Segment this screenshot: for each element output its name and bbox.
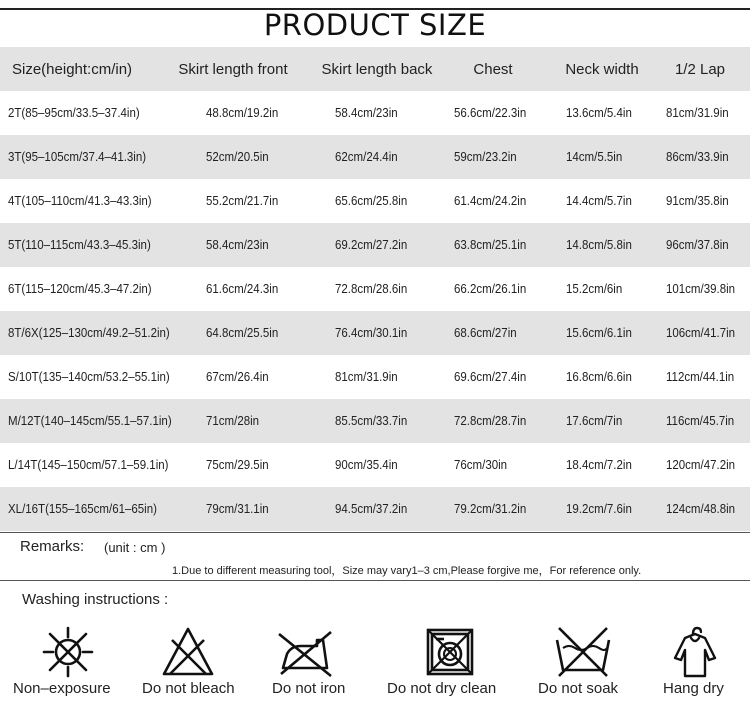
- remarks-divider: [0, 532, 750, 533]
- cell-neck-width: 15.6cm/6.1in: [566, 326, 632, 340]
- washing-title: Washing instructions :: [22, 591, 169, 608]
- table-row: [0, 399, 750, 443]
- cell-half-lap: 112cm/44.1in: [666, 370, 735, 384]
- label-do-not-soak: Do not soak: [538, 680, 619, 697]
- cell-chest: 61.4cm/24.2in: [454, 194, 527, 208]
- remarks-section: [0, 532, 750, 578]
- cell-size: 2T(85–95cm/33.5–37.4in): [8, 106, 140, 120]
- table-row: [0, 135, 750, 179]
- header-neck-width: Neck width: [565, 60, 639, 78]
- table-row: [0, 267, 750, 311]
- cell-size: XL/16T(155–165cm/61–65in): [8, 502, 157, 516]
- cell-chest: 66.2cm/26.1in: [454, 282, 527, 296]
- cell-size: S/10T(135–140cm/53.2–55.1in): [8, 370, 170, 384]
- table-row: [0, 223, 750, 267]
- table-row: [0, 487, 750, 531]
- cell-chest: 72.8cm/28.7in: [454, 414, 527, 428]
- cell-size: L/14T(145–150cm/57.1–59.1in): [8, 458, 169, 472]
- cell-neck-width: 17.6cm/7in: [566, 414, 623, 428]
- cell-skirt-back: 90cm/35.4in: [335, 458, 398, 472]
- table-header-row: [0, 47, 750, 91]
- cell-chest: 68.6cm/27in: [454, 326, 517, 340]
- cell-half-lap: 96cm/37.8in: [666, 238, 729, 252]
- cell-skirt-back: 62cm/24.4in: [335, 150, 398, 164]
- cell-half-lap: 86cm/33.9in: [666, 150, 729, 164]
- header-size: Size(height:cm/in): [12, 60, 133, 78]
- cell-chest: 63.8cm/25.1in: [454, 238, 527, 252]
- cell-chest: 59cm/23.2in: [454, 150, 517, 164]
- cell-chest: 79.2cm/31.2in: [454, 502, 527, 516]
- cell-skirt-front: 52cm/20.5in: [206, 150, 269, 164]
- cell-skirt-back: 94.5cm/37.2in: [335, 502, 408, 516]
- header-skirt-front: Skirt length front: [178, 60, 288, 78]
- cell-skirt-front: 67cm/26.4in: [206, 370, 269, 384]
- cell-chest: 56.6cm/22.3in: [454, 106, 527, 120]
- table-row: [0, 443, 750, 487]
- cell-skirt-back: 65.6cm/25.8in: [335, 194, 408, 208]
- washing-section: [0, 580, 750, 710]
- cell-size: 4T(105–110cm/41.3–43.3in): [8, 194, 152, 208]
- table-row: [0, 91, 750, 135]
- cell-skirt-back: 81cm/31.9in: [335, 370, 398, 384]
- cell-neck-width: 19.2cm/7.6in: [566, 502, 632, 516]
- cell-skirt-back: 69.2cm/27.2in: [335, 238, 408, 252]
- cell-skirt-front: 61.6cm/24.3in: [206, 282, 279, 296]
- no-iron-icon: [277, 624, 333, 680]
- cell-neck-width: 14.4cm/5.7in: [566, 194, 632, 208]
- cell-chest: 76cm/30in: [454, 458, 508, 472]
- table-row: [0, 355, 750, 399]
- cell-skirt-front: 55.2cm/21.7in: [206, 194, 279, 208]
- cell-size: 6T(115–120cm/45.3–47.2in): [8, 282, 152, 296]
- cell-skirt-back: 58.4cm/23in: [335, 106, 398, 120]
- remarks-title: Remarks:: [20, 538, 85, 555]
- table-row: [0, 311, 750, 355]
- cell-skirt-back: 72.8cm/28.6in: [335, 282, 408, 296]
- cell-neck-width: 13.6cm/5.4in: [566, 106, 632, 120]
- cell-skirt-back: 76.4cm/30.1in: [335, 326, 408, 340]
- header-half-lap: 1/2 Lap: [674, 60, 726, 78]
- cell-skirt-front: 71cm/28in: [206, 414, 260, 428]
- no-dry-clean-icon: [422, 624, 478, 680]
- cell-size: 3T(95–105cm/37.4–41.3in): [8, 150, 147, 164]
- hang-dry-icon: [667, 624, 723, 680]
- cell-half-lap: 120cm/47.2in: [666, 458, 736, 472]
- title-bar: [0, 0, 750, 45]
- cell-half-lap: 91cm/35.8in: [666, 194, 729, 208]
- washing-divider: [0, 580, 750, 581]
- label-hang-dry: Hang dry: [663, 680, 724, 697]
- header-skirt-back: Skirt length back: [321, 60, 433, 78]
- cell-chest: 69.6cm/27.4in: [454, 370, 527, 384]
- no-sun-icon: [40, 624, 96, 680]
- cell-skirt-front: 75cm/29.5in: [206, 458, 269, 472]
- remarks-note: 1.Due to different measuring tool，Size may vary1–3 cm,Please forgive me，For reference only.: [172, 565, 642, 577]
- cell-half-lap: 101cm/39.8in: [666, 282, 736, 296]
- size-table: [0, 47, 750, 531]
- label-do-not-bleach: Do not bleach: [142, 680, 235, 697]
- cell-size: M/12T(140–145cm/55.1–57.1in): [8, 414, 172, 428]
- cell-size: 5T(110–115cm/43.3–45.3in): [8, 238, 151, 252]
- page-title: PRODUCT SIZE: [263, 8, 487, 42]
- cell-half-lap: 81cm/31.9in: [666, 106, 729, 120]
- no-bleach-icon: [160, 624, 216, 680]
- cell-neck-width: 18.4cm/7.2in: [566, 458, 632, 472]
- cell-half-lap: 106cm/41.7in: [666, 326, 736, 340]
- cell-skirt-front: 48.8cm/19.2in: [206, 106, 279, 120]
- label-do-not-dry-clean: Do not dry clean: [387, 680, 497, 697]
- cell-skirt-front: 79cm/31.1in: [206, 502, 269, 516]
- cell-size: 8T/6X(125–130cm/49.2–51.2in): [8, 326, 170, 340]
- no-soak-icon: [555, 624, 611, 680]
- table-row: [0, 179, 750, 223]
- cell-neck-width: 15.2cm/6in: [566, 282, 623, 296]
- cell-neck-width: 14cm/5.5in: [566, 150, 623, 164]
- cell-skirt-front: 58.4cm/23in: [206, 238, 269, 252]
- cell-skirt-front: 64.8cm/25.5in: [206, 326, 279, 340]
- label-do-not-iron: Do not iron: [272, 680, 346, 697]
- remarks-unit: (unit : cm ): [104, 540, 166, 555]
- label-non-exposure: Non–exposure: [13, 680, 111, 697]
- cell-neck-width: 16.8cm/6.6in: [566, 370, 632, 384]
- cell-half-lap: 116cm/45.7in: [666, 414, 735, 428]
- cell-skirt-back: 85.5cm/33.7in: [335, 414, 408, 428]
- header-chest: Chest: [473, 60, 513, 78]
- cell-neck-width: 14.8cm/5.8in: [566, 238, 632, 252]
- cell-half-lap: 124cm/48.8in: [666, 502, 736, 516]
